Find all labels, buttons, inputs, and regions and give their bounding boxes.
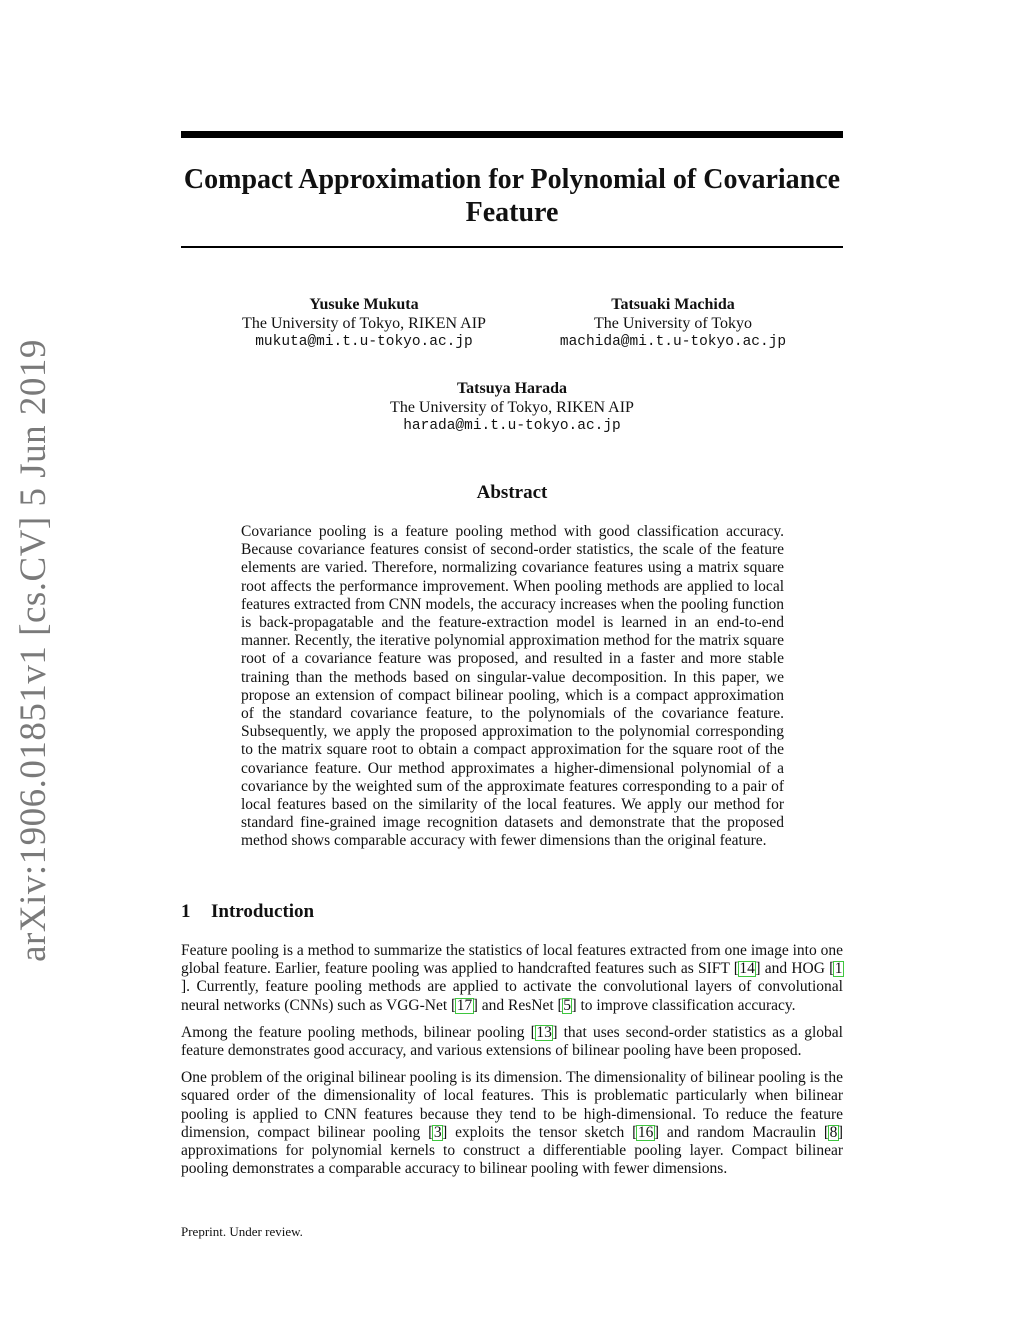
preprint-footer: Preprint. Under review.: [181, 1224, 303, 1239]
citation-link[interactable]: 17: [456, 996, 473, 1014]
title-bottom-rule: [181, 246, 843, 248]
author-affiliation: The University of Tokyo: [593, 315, 753, 332]
section-heading: [181, 901, 314, 923]
citation-link[interactable]: 8: [829, 1123, 838, 1141]
paragraph-text: ] that uses second-order statistics as a global feature demonstrates good accuracy, and various extensions of bilinear pooling have been proposed.: [181, 1023, 843, 1060]
author-email: mukuta@mi.t.u-tokyo.ac.jp: [255, 334, 473, 350]
citation-link[interactable]: 3: [433, 1123, 442, 1141]
author-name: Tatsuya Harada: [456, 380, 568, 397]
citation-link[interactable]: 5: [563, 996, 571, 1014]
author-affiliation: The University of Tokyo, RIKEN AIP: [390, 399, 634, 416]
citation-link[interactable]: 13: [536, 1023, 552, 1041]
paragraph-text: ] exploits the tensor sketch [: [442, 1123, 638, 1141]
author-name: Tatsuaki Machida: [611, 296, 735, 313]
author-block: [362, 379, 662, 436]
author-name: Yusuke Mukuta: [309, 296, 419, 313]
citation-link[interactable]: 1: [834, 960, 843, 978]
paragraph: [181, 1069, 843, 1178]
author-email: machida@mi.t.u-tokyo.ac.jp: [559, 334, 787, 350]
author-block: [214, 295, 514, 352]
citation-link[interactable]: 16: [637, 1123, 654, 1141]
abstract-heading: Abstract: [476, 482, 548, 503]
paragraph-text: ] to improve classification accuracy.: [571, 996, 796, 1014]
arxiv-identifier-text: arXiv:1906.01851v1 [cs.CV] 5 Jun 2019: [12, 338, 54, 962]
title-top-rule: [181, 131, 843, 138]
author-email: harada@mi.t.u-tokyo.ac.jp: [403, 418, 621, 434]
paragraph: [181, 942, 843, 1015]
paragraph-text: ]. Currently, feature pooling methods are applied to activate the convolutional layers of convolutional neural networks (CNNs) such as VGG-Net [: [181, 978, 843, 1014]
paper-title: Compact Approximation for Polynomial of Covariance Feature: [183, 164, 841, 228]
author-block: [520, 295, 826, 352]
arxiv-identifier-stamp: [8, 338, 58, 962]
paragraph-text: ] and ResNet [: [472, 996, 563, 1014]
paragraph-text: ] approximations for polynomial kernels to construct a differentiable pooling layer. Compact bilinear pooling demonstrates a comparable accuracy to bilinear pooling with fewer dimensions.: [181, 1123, 843, 1178]
introduction-body: [181, 942, 843, 1187]
paragraph-text: One problem of the original bilinear pooling is its dimension. The dimensionality of bilinear pooling is the squared order of the dimensionality of local features. This is problematic particularly when bilinear pooling is applied to CNN features because they tend to be high-dimensional. To reduce the feature dimension, compact bilinear pooling [: [181, 1069, 843, 1141]
author-affiliation: The University of Tokyo, RIKEN AIP: [242, 315, 486, 332]
section-number: 1: [181, 901, 191, 922]
paragraph-text: ] and random Macraulin [: [653, 1123, 830, 1141]
paragraph: [181, 1024, 843, 1060]
paragraph-text: ] and HOG [: [755, 960, 835, 978]
citation-link[interactable]: 14: [739, 960, 755, 978]
section-title: Introduction: [211, 901, 315, 922]
paragraph-text: Feature pooling is a method to summarize the statistics of local features extracted from one image into one global feature. Earlier, feature pooling was applied to handcrafted features such as SIFT [: [181, 942, 843, 978]
abstract-text: Covariance pooling is a feature pooling method with good classification accuracy. Because covariance features consist of second-order statistics, the scale of the feature elements are varied. Therefore, normalizing covariance features using a matrix square root affects the performance improvement. When pooling methods are applied to local features extracted from CNN models, the accuracy increases when the pooling function is back-propagatable and the feature-extraction model is learned in an end-to-end manner. Recently, the iterative polynomial approximation method for the matrix square root of a covariance feature was proposed, and resulted in a faster and more stable training than the methods based on singular-value decomposition. In this paper, we propose an extension of compact bilinear pooling, which is a compact approximation of the standard covariance feature, to the polynomials of the covariance feature. Subsequently, we apply the proposed approximation to the polynomial corresponding to the matrix square root to obtain a compact approximation for the square root of the covariance feature. Our method approximates a higher-dimensional polynomial of a covariance by the weighted sum of the approximate features corresponding to a pair of local features based on the similarity of the local features. We apply our method for standard fine-grained image recognition datasets and demonstrate that the proposed method shows comparable accuracy with fewer dimensions than the original feature.: [241, 523, 784, 850]
paragraph-text: Among the feature pooling methods, bilinear pooling [: [181, 1023, 536, 1041]
